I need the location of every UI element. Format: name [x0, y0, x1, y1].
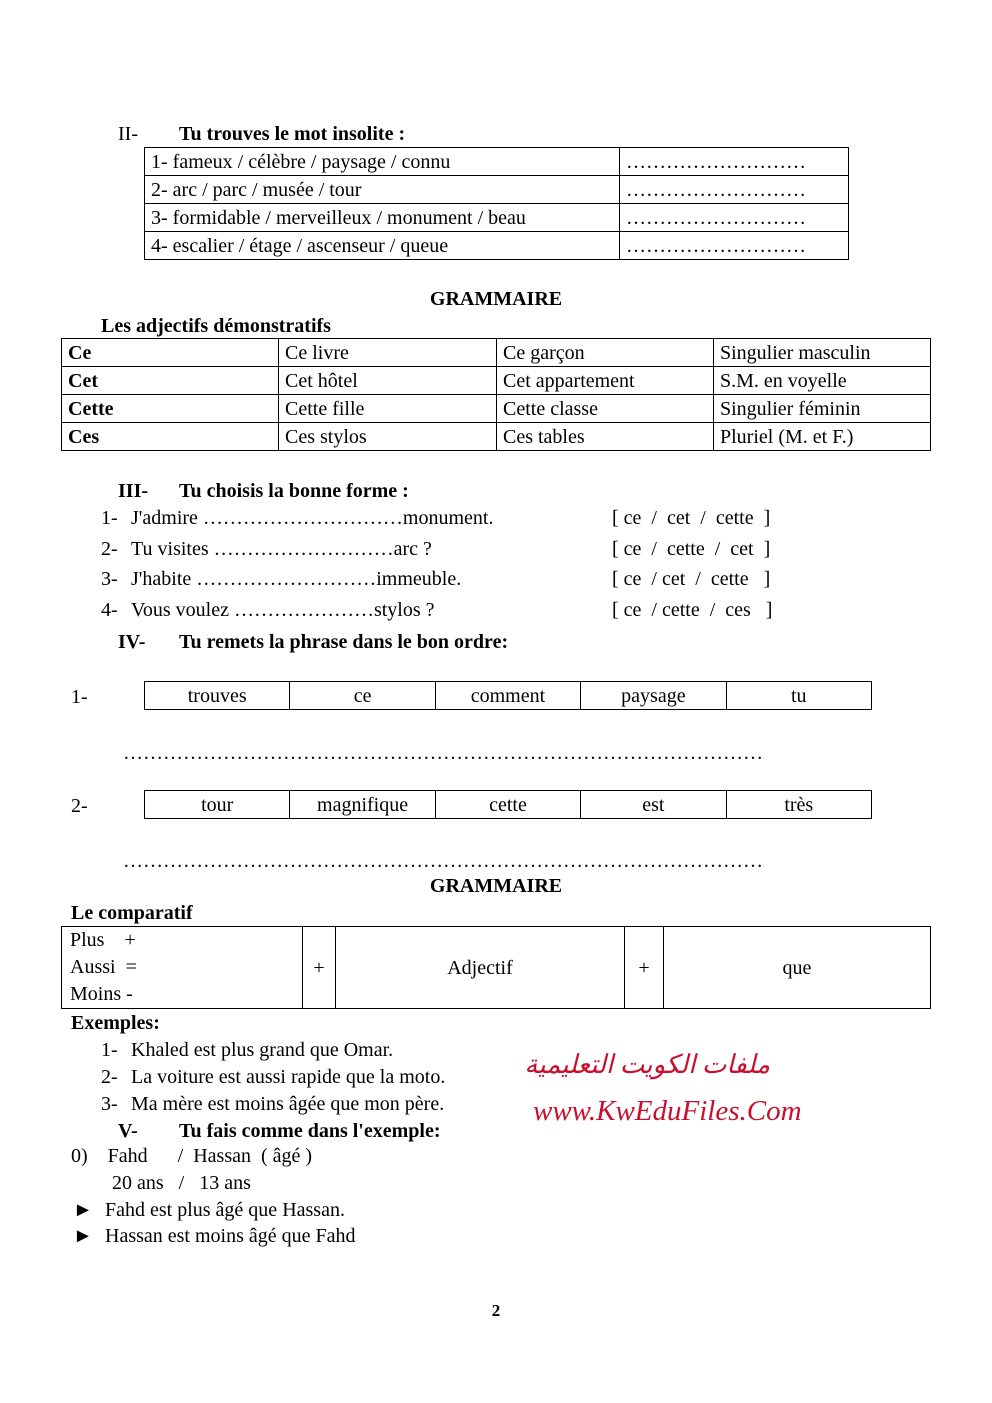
example-answer: Fahd est plus âgé que Hassan. — [105, 1199, 345, 1221]
table-cell: Cet appartement — [497, 367, 714, 395]
watermark-url: www.KwEduFiles.Com — [533, 1095, 802, 1127]
table-cell: Cet — [62, 367, 279, 395]
list-item: J'admire …………………………monument. — [131, 507, 494, 529]
exercise2-item: 2- arc / parc / musée / tour — [145, 176, 620, 204]
word-cell: tu — [726, 682, 871, 710]
answer-blank[interactable]: ……………………… — [620, 148, 849, 176]
exercise2-table — [144, 147, 849, 260]
table-row — [145, 682, 872, 710]
grammar-subtitle: Le comparatif — [71, 902, 193, 924]
exercise4-number: IV- — [118, 631, 146, 653]
example-sentence: Ma mère est moins âgée que mon père. — [131, 1093, 445, 1115]
arrow-icon: ► — [73, 1225, 93, 1247]
exercise2-title: Tu trouves le mot insolite : — [179, 123, 406, 145]
example-number: 1- — [101, 1039, 118, 1061]
word-cell: ce — [290, 682, 435, 710]
watermark-arabic: ملفات الكويت التعليمية — [524, 1050, 770, 1079]
table-row — [145, 176, 849, 204]
choice-options: [ ce / cette / cet ] — [612, 538, 771, 560]
adjective-cell: Adjectif — [336, 927, 625, 1009]
word-cell: cette — [435, 791, 580, 819]
arrow-icon: ► — [73, 1199, 93, 1221]
table-row — [145, 232, 849, 260]
exercise2-item: 4- escalier / étage / ascenseur / queue — [145, 232, 620, 260]
plus-sign: + — [625, 927, 664, 1009]
exercise4-title: Tu remets la phrase dans le bon ordre: — [179, 631, 509, 653]
table-cell: Pluriel (M. et F.) — [714, 423, 931, 451]
table-row — [145, 148, 849, 176]
comparison-plus: Plus + — [70, 929, 136, 951]
list-item: Vous voulez …………………stylos ? — [131, 599, 435, 621]
choice-options: [ ce / cette / ces ] — [612, 599, 773, 621]
table-cell: S.M. en voyelle — [714, 367, 931, 395]
list-item-number: 3- — [101, 568, 118, 590]
list-item: J'habite ………………………immeuble. — [131, 568, 462, 590]
grammar-subtitle: Les adjectifs démonstratifs — [101, 315, 331, 337]
word-cell: paysage — [581, 682, 726, 710]
table-cell: Singulier masculin — [714, 339, 931, 367]
example-prompt: 0) Fahd / Hassan ( âgé ) — [71, 1145, 313, 1167]
list-item-number: 1- — [101, 507, 118, 529]
table-cell: Ce garçon — [497, 339, 714, 367]
table-cell: Ces tables — [497, 423, 714, 451]
example-number: 3- — [101, 1093, 118, 1115]
word-cell: tour — [145, 791, 290, 819]
example-number: 2- — [101, 1066, 118, 1088]
sentence-number: 1- — [71, 686, 88, 708]
grammar-heading: GRAMMAIRE — [429, 288, 563, 310]
table-cell: Ces stylos — [279, 423, 497, 451]
table-cell: Cette — [62, 395, 279, 423]
answer-blank[interactable]: ……………………… — [620, 204, 849, 232]
example-sentence: La voiture est aussi rapide que la moto. — [131, 1066, 446, 1088]
exercise3-number: III- — [118, 480, 149, 502]
example-sentence: Khaled est plus grand que Omar. — [131, 1039, 394, 1061]
comparison-aussi: Aussi = — [70, 956, 137, 978]
list-item-number: 4- — [101, 599, 118, 621]
examples-label: Exemples: — [71, 1012, 160, 1034]
comparative-table — [61, 926, 931, 1009]
exercise3-title: Tu choisis la bonne forme : — [179, 480, 409, 502]
table-row — [145, 204, 849, 232]
word-order-table — [144, 681, 872, 710]
word-cell: comment — [435, 682, 580, 710]
table-cell: Cette fille — [279, 395, 497, 423]
page-number: 2 — [491, 1301, 501, 1320]
comparison-moins: Moins - — [70, 983, 133, 1005]
word-cell: est — [581, 791, 726, 819]
table-row — [62, 395, 931, 423]
exercise2-number: II- — [118, 123, 138, 145]
que-cell: que — [664, 927, 931, 1009]
word-cell: magnifique — [290, 791, 435, 819]
word-cell: trouves — [145, 682, 290, 710]
table-cell: Ces — [62, 423, 279, 451]
table-row — [62, 367, 931, 395]
table-cell: Singulier féminin — [714, 395, 931, 423]
table-cell: Cet hôtel — [279, 367, 497, 395]
table-row — [62, 339, 931, 367]
exercise5-number: V- — [118, 1120, 138, 1142]
plus-sign: + — [303, 927, 336, 1009]
table-cell: Ce — [62, 339, 279, 367]
grammar-heading: GRAMMAIRE — [429, 875, 563, 897]
table-cell: Cette classe — [497, 395, 714, 423]
list-item: Tu visites ………………………arc ? — [131, 538, 432, 560]
example-ages: 20 ans / 13 ans — [112, 1172, 251, 1194]
exercise5-title: Tu fais comme dans l'exemple: — [179, 1120, 441, 1142]
choice-options: [ ce / cet / cette ] — [612, 507, 771, 529]
answer-blank[interactable]: ……………………… — [620, 176, 849, 204]
table-cell: Ce livre — [279, 339, 497, 367]
sentence-number: 2- — [71, 795, 88, 817]
list-item-number: 2- — [101, 538, 118, 560]
answer-line[interactable]: …………………………………………………………………………………… — [123, 850, 763, 872]
word-order-table — [144, 790, 872, 819]
exercise2-item: 1- fameux / célèbre / paysage / connu — [145, 148, 620, 176]
choice-options: [ ce / cet / cette ] — [612, 568, 771, 590]
exercise2-item: 3- formidable / merveilleux / monument / beau — [145, 204, 620, 232]
comparison-words — [62, 927, 303, 1009]
demonstratives-table — [61, 338, 931, 451]
table-row — [62, 927, 931, 1009]
table-row — [62, 423, 931, 451]
answer-line[interactable]: …………………………………………………………………………………… — [123, 742, 763, 764]
word-cell: très — [726, 791, 871, 819]
answer-blank[interactable]: ……………………… — [620, 232, 849, 260]
example-answer: Hassan est moins âgé que Fahd — [105, 1225, 356, 1247]
table-row — [145, 791, 872, 819]
